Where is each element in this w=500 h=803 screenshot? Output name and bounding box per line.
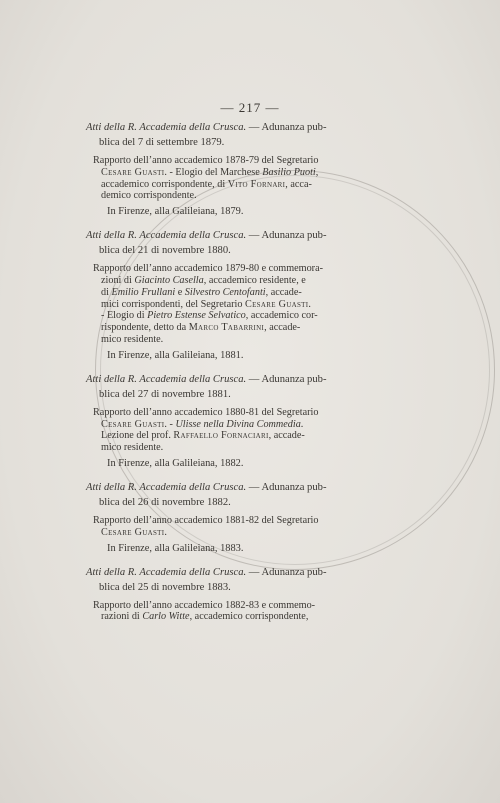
entry-body <box>86 600 386 624</box>
entry-body-line <box>93 419 386 431</box>
person-name: Marco Tabarrini <box>188 322 265 334</box>
body-text: mico residente. <box>101 442 164 454</box>
entry-heading <box>86 372 386 387</box>
body-text: Rapporto dell’anno accademico 1878-79 del Segretario <box>93 155 319 166</box>
entry-title: Atti della R. Accademia della Crusca. <box>86 481 247 493</box>
entry-body-line <box>93 515 386 527</box>
entry-body-line <box>93 263 386 275</box>
body-text: e <box>175 286 185 298</box>
entry-body-line <box>93 600 386 612</box>
person-name: Cesare Guasti <box>245 298 309 310</box>
page-number: — 217 — <box>220 100 280 115</box>
person-name: Cesare Guasti <box>101 526 165 538</box>
entry-heading <box>86 120 386 135</box>
body-text: , accade- <box>265 286 302 298</box>
body-text: . <box>308 298 311 310</box>
body-text: di <box>101 286 112 298</box>
entry-date: blica del 21 di novembre 1880. <box>99 245 231 257</box>
entry-body-line <box>93 275 386 287</box>
body-text: , accademico cor- <box>245 310 318 322</box>
entry-title: Atti della R. Accademia della Crusca. <box>86 566 247 578</box>
entry-title: Atti della R. Accademia della Crusca. <box>86 373 247 385</box>
entry-body <box>86 155 386 202</box>
entry-heading <box>86 565 386 580</box>
entry-body-line <box>93 190 386 202</box>
entry-title: Atti della R. Accademia della Crusca. <box>86 230 247 242</box>
entry-body-line <box>93 287 386 299</box>
entry-imprint: In Firenze, alla Galileiana, 1882. <box>107 457 244 469</box>
body-text: . - Elogio del Marchese <box>164 166 263 178</box>
entry-imprint: In Firenze, alla Galileiana, 1881. <box>107 349 244 361</box>
entry-body-line <box>93 611 386 623</box>
entry-body-line <box>93 527 386 539</box>
italic-name: Pietro Estense Selvatico <box>147 310 246 322</box>
entry-heading-rest: — Adunanza pub- <box>246 373 327 385</box>
entry-body-line <box>93 155 386 167</box>
entry-body-line <box>93 442 386 454</box>
body-text: , accade- <box>264 322 301 334</box>
entry-heading-rest: — Adunanza pub- <box>246 566 327 578</box>
entry-imprint: In Firenze, alla Galileiana, 1879. <box>107 206 244 218</box>
entry-date: blica del 25 di novembre 1883. <box>99 581 231 593</box>
body-text: Rapporto dell’anno accademico 1881-82 del Segretario <box>93 514 319 526</box>
body-text: demico corrispondente. <box>101 190 197 202</box>
entry-body <box>86 263 386 346</box>
entry-imprint: In Firenze, alla Galileiana, 1883. <box>107 542 244 554</box>
entry-body-line <box>93 179 386 191</box>
entry-heading-rest: — Adunanza pub- <box>246 481 327 493</box>
italic-name: Ulisse nella Divina Commedia <box>175 418 301 430</box>
entry-body-line <box>93 310 386 322</box>
entry-date: blica del 7 di settembre 1879. <box>99 137 225 148</box>
person-name: Vito Fornari <box>227 178 286 190</box>
body-text: Lezione del prof. <box>101 430 174 442</box>
body-text: rispondente, detto da <box>101 322 189 334</box>
body-text: . <box>300 418 304 430</box>
entry-heading-rest: — Adunanza pub- <box>246 122 327 133</box>
entry-heading <box>86 480 386 495</box>
entry-body-line <box>93 299 386 311</box>
italic-name: Giacinto Casella <box>134 274 204 286</box>
entry-heading-rest: — Adunanza pub- <box>246 230 327 242</box>
body-text: Rapporto dell’anno accademico 1882-83 e commemo- <box>93 599 316 611</box>
body-text: zioni di <box>101 274 135 286</box>
entry-heading <box>86 228 386 243</box>
italic-name: Carlo Witte <box>142 611 190 623</box>
entry-body <box>86 407 386 454</box>
body-text: , <box>315 166 319 178</box>
body-text: mici corrispondenti, del Segretario <box>101 298 245 310</box>
entry-body-line <box>93 334 386 346</box>
body-text: , accademico residente, e <box>203 274 306 286</box>
entry-title: Atti della R. Accademia della Crusca. <box>86 122 247 133</box>
body-text: accademico corrispondente, di <box>101 178 228 190</box>
entry-body-line <box>93 430 386 442</box>
body-text: mico residente. <box>101 333 164 345</box>
body-text: , accademico corrispondente, <box>189 611 309 623</box>
italic-name: Silvestro Centofanti <box>184 286 266 298</box>
body-text: Rapporto dell’anno accademico 1879-80 e commemora- <box>93 263 323 275</box>
entry-5 <box>86 565 386 624</box>
entry-body-line <box>93 167 386 179</box>
person-name: Cesare Guasti <box>101 418 165 430</box>
bibliography-entries <box>86 120 386 632</box>
body-text: , acca- <box>285 178 312 190</box>
body-text: - Elogio di <box>101 310 148 322</box>
entry-4 <box>86 480 386 556</box>
entry-body-line <box>93 407 386 419</box>
entry-body-line <box>93 322 386 334</box>
entry-3 <box>86 372 386 471</box>
body-text: , accade- <box>268 430 305 442</box>
italic-name: Emilio Frullani <box>111 286 176 298</box>
italic-name: Basilio Puoti <box>262 166 316 178</box>
entry-date: blica del 26 di novembre 1882. <box>99 496 231 508</box>
person-name: Raffaello Fornaciari <box>173 430 269 442</box>
body-text: razioni di <box>101 611 143 623</box>
entry-date: blica del 27 di novembre 1881. <box>99 388 231 400</box>
entry-2 <box>86 228 386 363</box>
entry-1 <box>86 120 386 219</box>
body-text: Rapporto dell’anno accademico 1880-81 del Segretario <box>93 406 319 418</box>
entry-body <box>86 515 386 539</box>
person-name: Cesare Guasti <box>101 166 165 178</box>
body-text: . - <box>164 418 176 430</box>
body-text: . <box>164 526 167 538</box>
